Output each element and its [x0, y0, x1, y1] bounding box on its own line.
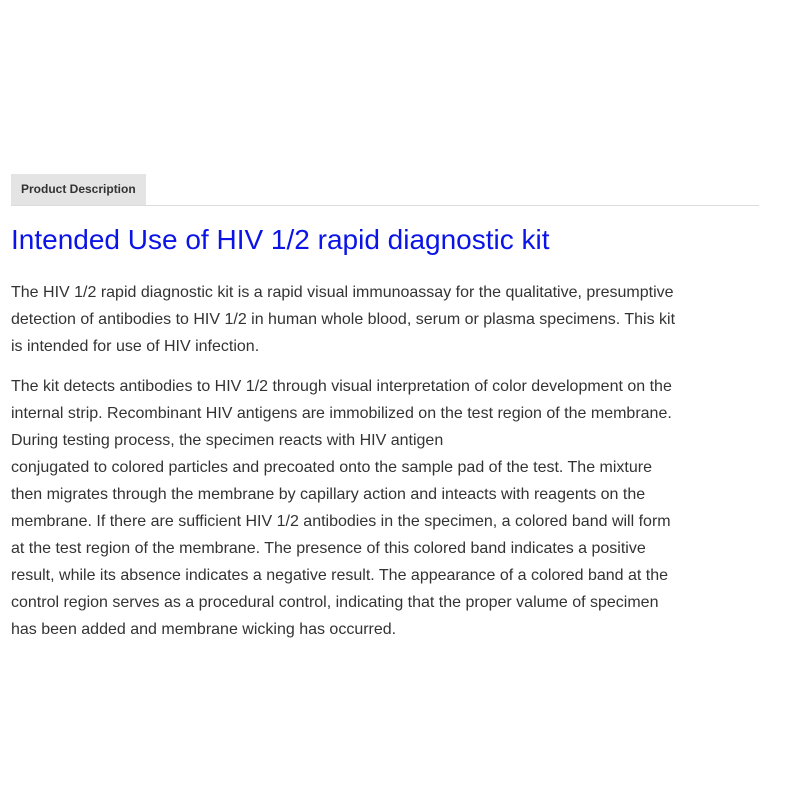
tab-bar [11, 174, 759, 206]
paragraph-line: detection of antibodies to HIV 1/2 in human whole blood, serum or plasma specimens. This kit [11, 311, 676, 328]
paragraph-line: During testing process, the specimen reacts with HIV antigen [11, 432, 444, 449]
paragraph-line: is intended for use of HIV infection. [11, 338, 260, 355]
paragraph-line: then migrates through the membrane by capillary action and inteacts with reagents on the [11, 486, 646, 503]
page-title: Intended Use of HIV 1/2 rapid diagnostic kit [11, 224, 550, 255]
tab-product-description[interactable]: Product Description [11, 174, 146, 205]
paragraph-line: has been added and membrane wicking has occurred. [11, 621, 397, 638]
paragraph-line: at the test region of the membrane. The presence of this colored band indicates a positive [11, 540, 646, 557]
principle-paragraph [11, 373, 781, 643]
paragraph-line: result, while its absence indicates a negative result. The appearance of a colored band at the [11, 567, 669, 584]
paragraph-line: The HIV 1/2 rapid diagnostic kit is a rapid visual immunoassay for the qualitative, presumptive [11, 284, 674, 301]
intended-use-paragraph [11, 279, 781, 360]
paragraph-line: control region serves as a procedural control, indicating that the proper valume of specimen [11, 594, 659, 611]
paragraph-line: membrane. If there are sufficient HIV 1/2 antibodies in the specimen, a colored band will form [11, 513, 671, 530]
paragraph-line: conjugated to colored particles and precoated onto the sample pad of the test. The mixture [11, 459, 652, 476]
paragraph-line: The kit detects antibodies to HIV 1/2 through visual interpretation of color development on the [11, 378, 672, 395]
paragraph-line: internal strip. Recombinant HIV antigens are immobilized on the test region of the membrane. [11, 405, 672, 422]
